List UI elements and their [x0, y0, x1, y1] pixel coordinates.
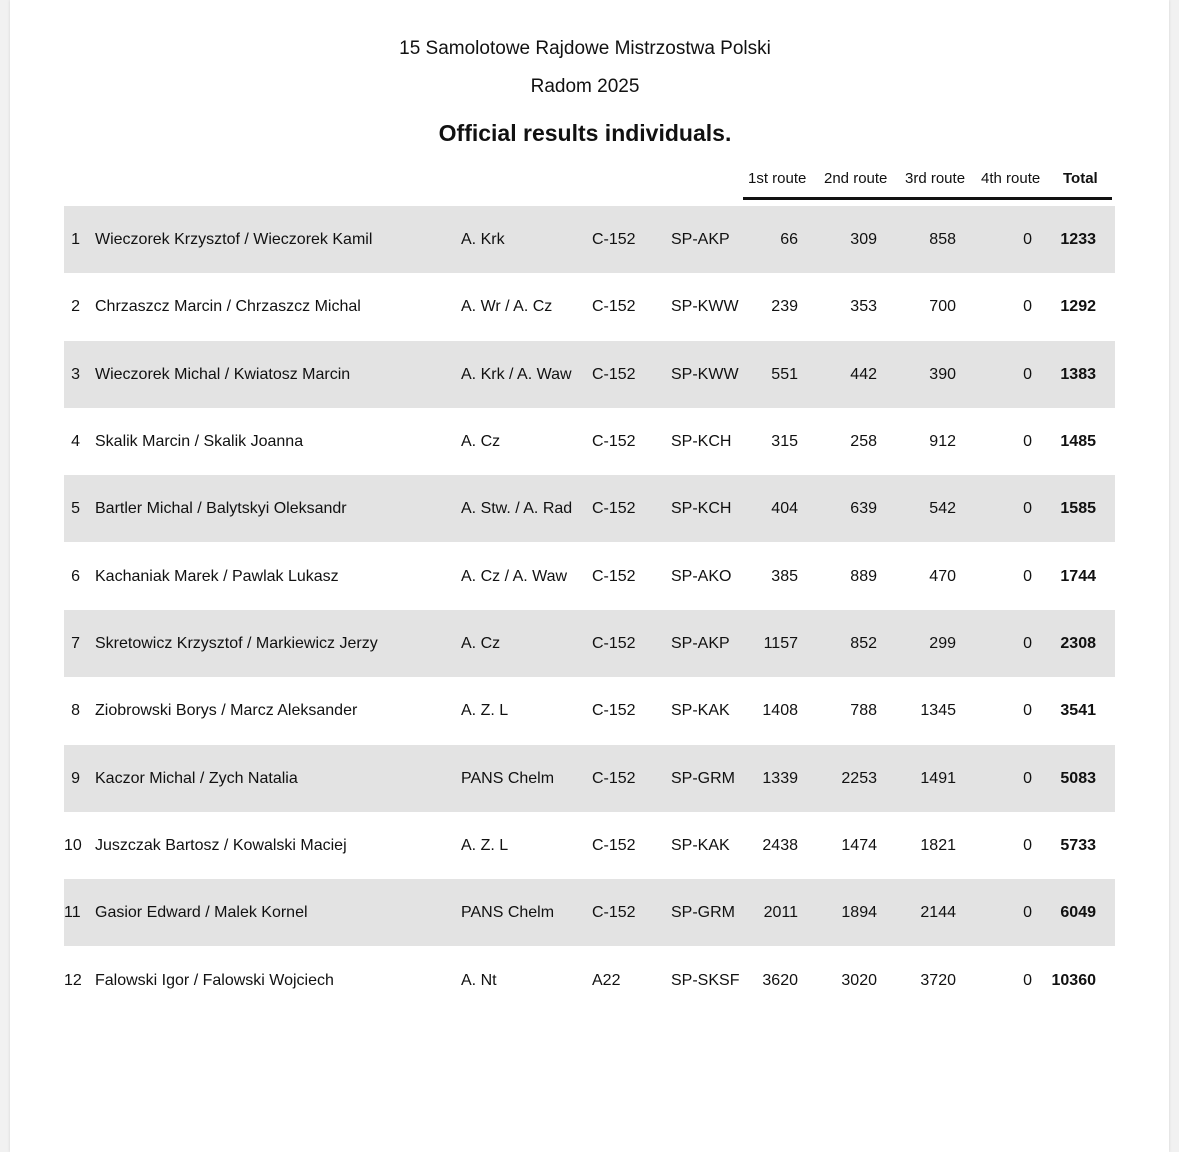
route-1-score: 551	[771, 366, 798, 383]
aircraft-registration: SP-KWW	[671, 298, 739, 315]
aircraft-type: C-152	[592, 568, 636, 585]
aircraft-registration: SP-AKP	[671, 231, 730, 248]
crew-names: Gasior Edward / Malek Kornel	[95, 904, 308, 921]
total-score: 5733	[1060, 837, 1096, 854]
rank-cell: 10	[64, 837, 82, 854]
table-row	[64, 475, 1115, 542]
aircraft-registration: SP-KAK	[671, 702, 730, 719]
route-1-score: 1339	[762, 770, 798, 787]
table-row	[64, 408, 1115, 475]
route-3-score: 912	[929, 433, 956, 450]
rank-cell: 5	[71, 500, 80, 517]
aircraft-type: C-152	[592, 904, 636, 921]
event-title: 15 Samolotowe Rajdowe Mistrzostwa Polski	[399, 38, 771, 59]
crew-names: Falowski Igor / Falowski Wojciech	[95, 972, 334, 989]
route-4-score: 0	[1023, 231, 1032, 248]
route-1-score: 2438	[762, 837, 798, 854]
route-2-score: 442	[850, 366, 877, 383]
crew-names: Chrzaszcz Marcin / Chrzaszcz Michal	[95, 298, 361, 315]
route-1-score: 2011	[763, 904, 798, 921]
route-2-score: 258	[850, 433, 877, 450]
route-4-score: 0	[1023, 972, 1032, 989]
rank-cell: 8	[71, 702, 80, 719]
club-cell: A. Krk / A. Waw	[461, 366, 572, 383]
aircraft-registration: SP-GRM	[671, 904, 735, 921]
crew-names: Wieczorek Krzysztof / Wieczorek Kamil	[95, 231, 373, 248]
column-header-1st-route: 1st route	[748, 170, 807, 187]
header-underline	[743, 197, 1112, 200]
aircraft-registration: SP-SKSF	[671, 972, 740, 989]
club-cell: A. Stw. / A. Rad	[461, 500, 573, 517]
column-header-total: Total	[1063, 170, 1098, 187]
column-header-2nd-route: 2nd route	[824, 170, 888, 187]
crew-names: Kaczor Michal / Zych Natalia	[95, 770, 298, 787]
route-4-score: 0	[1023, 500, 1032, 517]
club-cell: A. Nt	[461, 972, 497, 989]
route-3-score: 299	[929, 635, 956, 652]
route-1-score: 239	[771, 298, 798, 315]
aircraft-registration: SP-KWW	[671, 366, 739, 383]
route-3-score: 390	[929, 366, 956, 383]
aircraft-type: C-152	[592, 635, 636, 652]
rank-cell: 7	[71, 635, 80, 652]
rank-cell: 4	[71, 433, 80, 450]
event-location-year: Radom 2025	[530, 76, 640, 97]
table-row	[64, 947, 1115, 1014]
route-3-score: 3720	[920, 972, 956, 989]
aircraft-registration: SP-GRM	[671, 770, 735, 787]
total-score: 1585	[1060, 500, 1096, 517]
aircraft-type: C-152	[592, 500, 636, 517]
route-2-score: 889	[850, 568, 877, 585]
route-2-score: 3020	[841, 972, 877, 989]
total-score: 1292	[1060, 298, 1096, 315]
route-4-score: 0	[1023, 837, 1032, 854]
table-row	[64, 677, 1115, 744]
route-3-score: 470	[929, 568, 956, 585]
total-score: 6049	[1060, 904, 1096, 921]
route-2-score: 788	[850, 702, 877, 719]
aircraft-type: C-152	[592, 433, 636, 450]
total-score: 2308	[1060, 635, 1096, 652]
rank-cell: 11	[64, 904, 81, 921]
table-row	[64, 273, 1115, 340]
table-row	[64, 543, 1115, 610]
club-cell: A. Z. L	[461, 837, 509, 854]
route-3-score: 1345	[920, 702, 956, 719]
aircraft-registration: SP-KAK	[671, 837, 730, 854]
column-header-4th-route: 4th route	[981, 170, 1041, 187]
total-score: 1485	[1060, 433, 1096, 450]
aircraft-type: C-152	[592, 366, 636, 383]
club-cell: A. Z. L	[461, 702, 509, 719]
route-4-score: 0	[1023, 904, 1032, 921]
route-3-score: 858	[929, 231, 956, 248]
crew-names: Bartler Michal / Balytskyi Oleksandr	[95, 500, 347, 517]
aircraft-registration: SP-AKP	[671, 635, 730, 652]
route-2-score: 1894	[841, 904, 877, 921]
table-row	[64, 879, 1115, 946]
aircraft-type: C-152	[592, 770, 636, 787]
crew-names: Juszczak Bartosz / Kowalski Maciej	[95, 837, 347, 854]
route-1-score: 315	[771, 433, 798, 450]
route-1-score: 66	[780, 231, 798, 248]
route-4-score: 0	[1023, 635, 1032, 652]
club-cell: PANS Chelm	[461, 770, 555, 787]
page-heading: Official results individuals.	[438, 120, 732, 146]
route-4-score: 0	[1023, 433, 1032, 450]
crew-names: Ziobrowski Borys / Marcz Aleksander	[95, 702, 358, 719]
route-4-score: 0	[1023, 366, 1032, 383]
route-4-score: 0	[1023, 770, 1032, 787]
crew-names: Kachaniak Marek / Pawlak Lukasz	[95, 568, 339, 585]
route-3-score: 700	[929, 298, 956, 315]
crew-names: Wieczorek Michal / Kwiatosz Marcin	[95, 366, 351, 383]
table-row	[64, 206, 1115, 273]
rank-cell: 3	[71, 366, 80, 383]
aircraft-type: C-152	[592, 837, 636, 854]
route-2-score: 852	[850, 635, 877, 652]
rank-cell: 6	[71, 568, 80, 585]
crew-names: Skalik Marcin / Skalik Joanna	[95, 433, 304, 450]
rank-cell: 2	[71, 298, 80, 315]
aircraft-type: A22	[592, 972, 621, 989]
total-score: 1744	[1060, 568, 1096, 585]
club-cell: A. Wr / A. Cz	[461, 298, 553, 315]
aircraft-type: C-152	[592, 702, 636, 719]
route-2-score: 353	[850, 298, 877, 315]
total-score: 10360	[1051, 972, 1096, 989]
total-score: 5083	[1060, 770, 1096, 787]
route-1-score: 1408	[762, 702, 798, 719]
route-2-score: 639	[850, 500, 877, 517]
rank-cell: 1	[71, 231, 80, 248]
route-4-score: 0	[1023, 298, 1032, 315]
route-3-score: 1821	[920, 837, 956, 854]
route-4-score: 0	[1023, 702, 1032, 719]
route-2-score: 1474	[841, 837, 877, 854]
total-score: 1233	[1060, 231, 1096, 248]
aircraft-registration: SP-KCH	[671, 500, 732, 517]
rank-cell: 12	[64, 972, 82, 989]
crew-names: Skretowicz Krzysztof / Markiewicz Jerzy	[95, 635, 378, 652]
route-1-score: 404	[771, 500, 798, 517]
aircraft-registration: SP-AKO	[671, 568, 732, 585]
route-3-score: 2144	[920, 904, 956, 921]
table-row	[64, 610, 1115, 677]
club-cell: A. Krk	[461, 231, 505, 248]
route-4-score: 0	[1023, 568, 1032, 585]
table-row	[64, 745, 1115, 812]
club-cell: A. Cz	[461, 635, 501, 652]
route-2-score: 2253	[841, 770, 877, 787]
club-cell: PANS Chelm	[461, 904, 555, 921]
aircraft-registration: SP-KCH	[671, 433, 732, 450]
club-cell: A. Cz	[461, 433, 501, 450]
aircraft-type: C-152	[592, 231, 636, 248]
route-1-score: 1157	[763, 635, 798, 652]
route-1-score: 385	[771, 568, 798, 585]
route-1-score: 3620	[762, 972, 798, 989]
table-row	[64, 812, 1115, 879]
column-header-3rd-route: 3rd route	[905, 170, 966, 187]
rank-cell: 9	[71, 770, 80, 787]
aircraft-type: C-152	[592, 298, 636, 315]
total-score: 3541	[1060, 702, 1096, 719]
club-cell: A. Cz / A. Waw	[461, 568, 568, 585]
total-score: 1383	[1060, 366, 1096, 383]
route-2-score: 309	[850, 231, 877, 248]
table-row	[64, 341, 1115, 408]
route-3-score: 1491	[920, 770, 956, 787]
route-3-score: 542	[929, 500, 956, 517]
